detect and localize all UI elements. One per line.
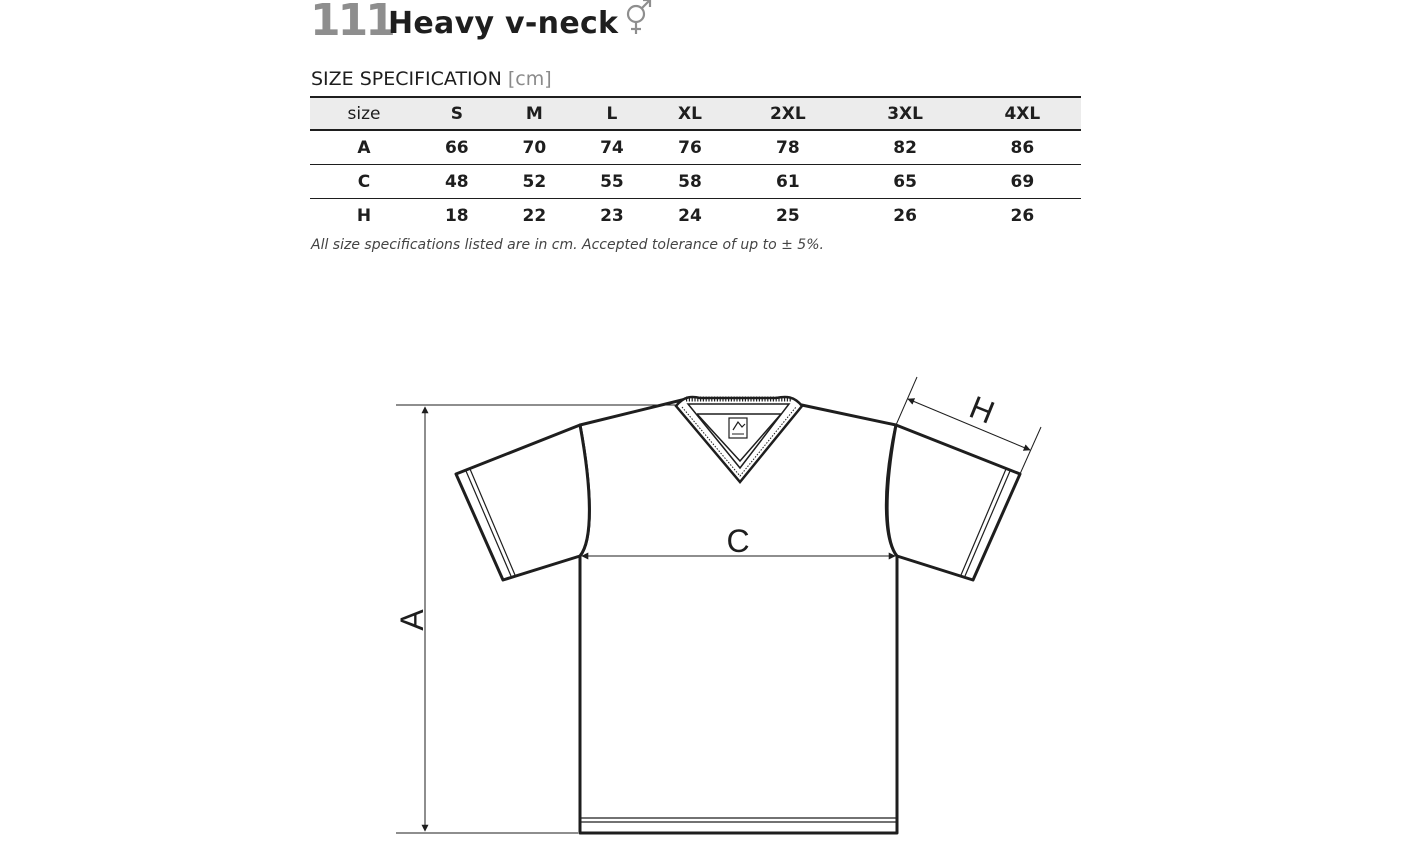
measurement-h-label: H [964, 388, 1000, 431]
column-header-xl: XL [651, 97, 729, 130]
product-title: Heavy v-neck [388, 6, 619, 41]
table-cell: 66 [418, 130, 496, 165]
table-cell: 55 [573, 165, 651, 199]
table-cell: 82 [846, 130, 963, 165]
table-cell: 70 [496, 130, 574, 165]
table-cell: 24 [678, 205, 702, 226]
row-label-c: C [310, 165, 418, 199]
table-cell: 69 [964, 165, 1081, 199]
table-cell: 61 [729, 165, 846, 199]
measurement-c-label: C [726, 523, 750, 559]
column-header-l: L [573, 97, 651, 130]
table-cell: 48 [418, 165, 496, 199]
table-cell: 78 [729, 130, 846, 165]
column-header-s: S [418, 97, 496, 130]
table-cell: 74 [573, 130, 651, 165]
table-cell: 22 [522, 205, 547, 226]
column-header-4xl: 4XL [964, 97, 1081, 130]
table-cell: 86 [964, 130, 1081, 165]
size-spec-unit: [cm] [507, 68, 552, 90]
row-label-a: A [310, 130, 418, 165]
table-cell: 26 [893, 205, 917, 226]
tolerance-note: All size specifications listed are in cm. Accepted tolerance of up to ± 5%. [311, 237, 824, 253]
size-spec-title: SIZE SPECIFICATION [311, 68, 502, 90]
table-cell: 26 [1010, 205, 1035, 226]
row-label-h: H [356, 205, 372, 226]
table-cell: 18 [444, 205, 469, 226]
table-cell: 52 [496, 165, 574, 199]
column-header-size: size [310, 97, 418, 130]
column-header-m: M [496, 97, 574, 130]
measurement-a-label: A [394, 609, 430, 631]
table-cell: 65 [846, 165, 963, 199]
table-cell: 25 [775, 205, 800, 226]
model-number: 111 [310, 0, 393, 46]
column-header-3xl: 3XL [846, 97, 963, 130]
table-cell: 58 [651, 165, 729, 199]
column-header-2xl: 2XL [729, 97, 846, 130]
table-cell: 76 [651, 130, 729, 165]
table-cell: 23 [600, 205, 624, 226]
